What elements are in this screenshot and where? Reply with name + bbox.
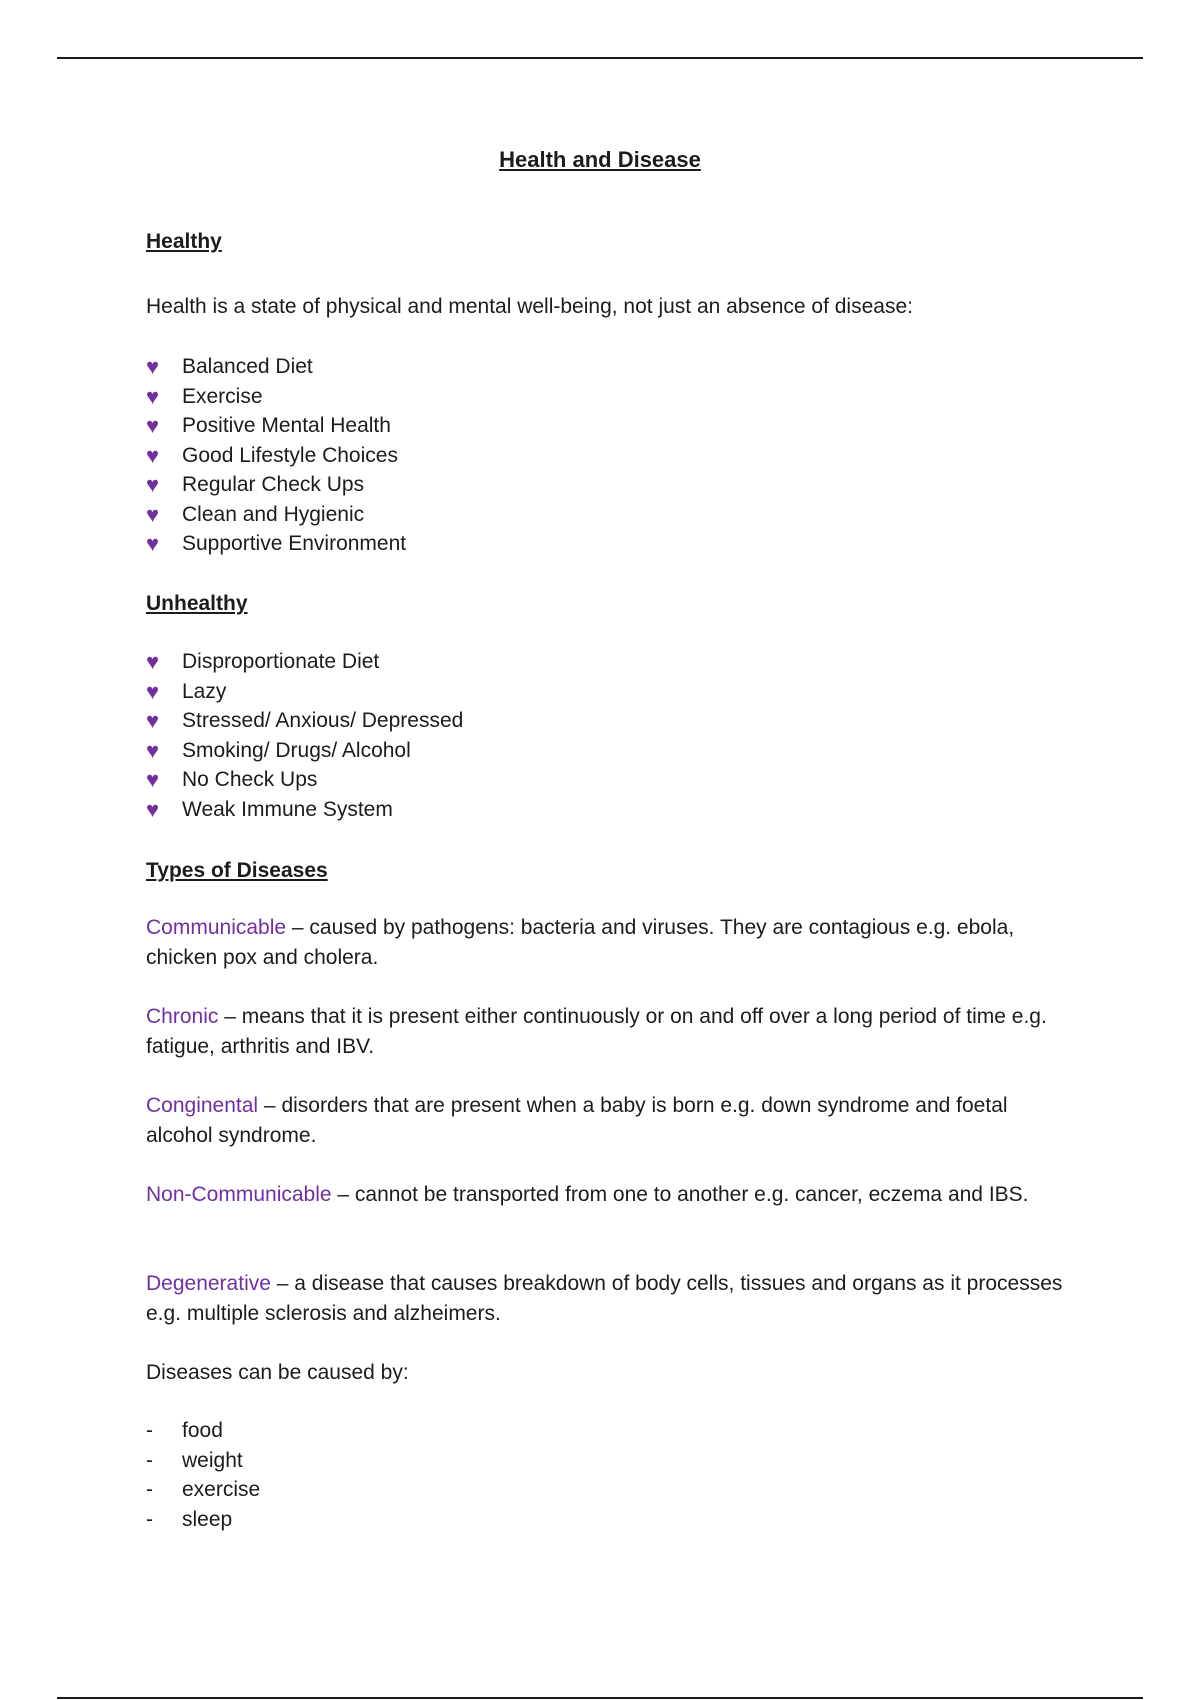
definition-chronic xyxy=(146,1002,1066,1062)
list-item-label: Balanced Diet xyxy=(182,355,313,378)
list-item xyxy=(146,765,463,795)
causes-intro: Diseases can be caused by: xyxy=(146,1361,409,1384)
list-item xyxy=(146,1505,260,1535)
dash-bullet-icon: - xyxy=(146,1478,153,1501)
list-item-label: Lazy xyxy=(182,679,227,703)
list-item-label: Weak Immune System xyxy=(182,797,393,821)
list-item xyxy=(146,500,406,530)
list-item xyxy=(146,411,406,441)
list-item xyxy=(146,352,406,382)
heart-bullet-icon: ♥ xyxy=(146,767,160,792)
list-item xyxy=(146,441,406,471)
list-item-label: Regular Check Ups xyxy=(182,473,365,496)
list-item xyxy=(146,382,406,412)
list-item xyxy=(146,529,406,559)
unhealthy-list xyxy=(146,647,463,824)
healthy-list xyxy=(146,352,406,559)
list-item xyxy=(146,1475,260,1505)
dash-bullet-icon: - xyxy=(146,1507,153,1531)
list-item-label: exercise xyxy=(182,1478,261,1501)
list-item xyxy=(146,736,463,766)
definition-term: Conginental xyxy=(146,1094,259,1117)
heart-bullet-icon: ♥ xyxy=(146,472,160,497)
page-title: Health and Disease xyxy=(499,147,701,172)
list-item-label: Stressed/ Anxious/ Depressed xyxy=(182,709,464,732)
heart-bullet-icon: ♥ xyxy=(146,678,160,704)
list-item-label: food xyxy=(182,1419,223,1442)
list-item-label: sleep xyxy=(182,1507,233,1531)
list-item-label: Clean and Hygienic xyxy=(182,502,365,526)
list-item xyxy=(146,470,406,500)
definition-communicable xyxy=(146,913,1066,973)
list-item-label: Exercise xyxy=(182,384,263,408)
list-item xyxy=(146,1416,260,1446)
list-item xyxy=(146,706,463,736)
definition-conginental xyxy=(146,1091,1066,1151)
healthy-heading: Healthy xyxy=(146,230,222,253)
definition-text: – means that it is present either continuously or on and off over a long period of time e.g. fatigue, arthritis and IBV. xyxy=(146,1005,1047,1058)
heart-bullet-icon: ♥ xyxy=(146,442,160,468)
heart-bullet-icon: ♥ xyxy=(146,737,160,763)
list-item xyxy=(146,647,463,677)
heart-bullet-icon: ♥ xyxy=(146,413,160,438)
definition-term: Chronic xyxy=(146,1005,219,1028)
heart-bullet-icon: ♥ xyxy=(146,649,160,674)
dash-bullet-icon: - xyxy=(146,1419,153,1442)
list-item-label: No Check Ups xyxy=(182,768,318,791)
heart-bullet-icon: ♥ xyxy=(146,383,160,409)
list-item-label: Positive Mental Health xyxy=(182,414,391,437)
definition-term: Non-Communicable xyxy=(146,1183,332,1206)
types-of-diseases-heading: Types of Diseases xyxy=(146,859,328,882)
list-item-label: Supportive Environment xyxy=(182,532,407,555)
unhealthy-heading: Unhealthy xyxy=(146,592,248,615)
definition-degenerative xyxy=(146,1269,1066,1329)
heart-bullet-icon: ♥ xyxy=(146,501,160,527)
list-item-label: Smoking/ Drugs/ Alcohol xyxy=(182,738,411,762)
heart-bullet-icon: ♥ xyxy=(146,796,160,822)
definition-term: Communicable xyxy=(146,916,287,939)
definition-text: – disorders that are present when a baby is born e.g. down syndrome and foetal alcohol syndrome. xyxy=(146,1094,1008,1147)
document-page xyxy=(146,0,1066,1700)
list-item xyxy=(146,795,463,825)
list-item xyxy=(146,677,463,707)
causes-list xyxy=(146,1416,260,1534)
definition-text: – caused by pathogens: bacteria and viruses. They are contagious e.g. ebola, chicken pox and cholera. xyxy=(146,916,1015,969)
healthy-intro: Health is a state of physical and mental well-being, not just an absence of disease: xyxy=(146,295,913,318)
definition-term: Degenerative xyxy=(146,1272,271,1295)
list-item xyxy=(146,1446,260,1476)
heart-bullet-icon: ♥ xyxy=(146,531,160,556)
definition-non-communicable xyxy=(146,1180,1066,1210)
dash-bullet-icon: - xyxy=(146,1448,153,1472)
heart-bullet-icon: ♥ xyxy=(146,354,160,379)
list-item-label: weight xyxy=(182,1448,243,1472)
definition-text: – cannot be transported from one to another e.g. cancer, eczema and IBS. xyxy=(331,1183,1029,1206)
list-item-label: Good Lifestyle Choices xyxy=(182,443,398,467)
heart-bullet-icon: ♥ xyxy=(146,708,160,733)
bottom-rule xyxy=(57,1697,1143,1699)
definition-text: – a disease that causes breakdown of body cells, tissues and organs as it processes e.g. multiple sclerosis and alzheimers. xyxy=(146,1272,1063,1325)
list-item-label: Disproportionate Diet xyxy=(182,650,380,673)
